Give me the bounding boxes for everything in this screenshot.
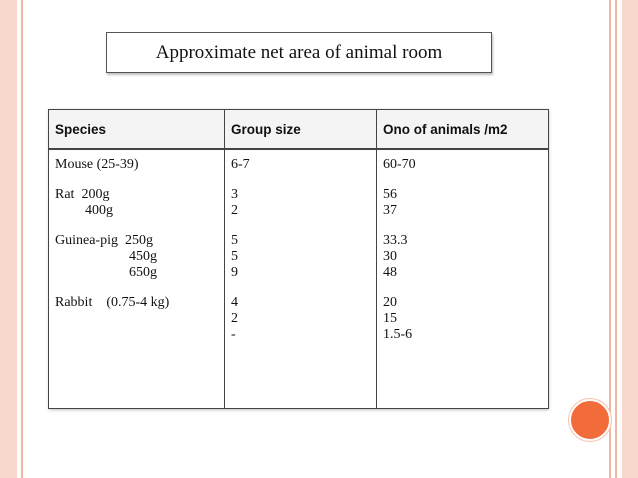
species-cell bbox=[49, 149, 225, 409]
line-gap bbox=[55, 219, 218, 233]
cell-line: 650g bbox=[129, 265, 157, 280]
header-species: Species bbox=[49, 110, 225, 150]
cell-line: 60-70 bbox=[383, 157, 416, 172]
cell-line: 20 bbox=[383, 295, 397, 310]
left-decorative-bar bbox=[0, 0, 17, 478]
slide-title: Approximate net area of animal room bbox=[106, 32, 492, 73]
cell-line: 6-7 bbox=[231, 157, 250, 172]
header-animals-per-m2: Ono of animals /m2 bbox=[377, 110, 549, 150]
table-row bbox=[49, 149, 549, 409]
cell-line: 5 bbox=[231, 249, 238, 264]
line-gap bbox=[55, 173, 218, 187]
line-gap bbox=[231, 281, 370, 295]
line-gap bbox=[383, 219, 542, 233]
cell-line: 2 bbox=[231, 203, 238, 218]
cell-line: 5 bbox=[231, 233, 238, 248]
cell-line: 37 bbox=[383, 203, 397, 218]
cell-line: Rat 200g bbox=[55, 187, 110, 202]
cell-line: 400g bbox=[85, 203, 113, 218]
cell-line: Rabbit (0.75-4 kg) bbox=[55, 295, 170, 310]
line-gap bbox=[231, 173, 370, 187]
animal-area-table bbox=[48, 109, 548, 409]
line-gap bbox=[231, 219, 370, 233]
animals-per-m2-cell bbox=[377, 149, 549, 409]
line-gap bbox=[383, 173, 542, 187]
header-group-size: Group size bbox=[225, 110, 377, 150]
cell-line: - bbox=[231, 327, 236, 342]
cell-line: 2 bbox=[231, 311, 238, 326]
left-decorative-line bbox=[21, 0, 23, 478]
cell-line: 3 bbox=[231, 187, 238, 202]
cell-line: 450g bbox=[129, 249, 157, 264]
cell-line: 4 bbox=[231, 295, 238, 310]
right-decorative-bar bbox=[622, 0, 638, 478]
cell-line: 30 bbox=[383, 249, 397, 264]
decorative-orange-circle bbox=[569, 399, 611, 441]
cell-line: 9 bbox=[231, 265, 238, 280]
data-table bbox=[48, 109, 549, 409]
cell-line: 1.5-6 bbox=[383, 327, 413, 342]
cell-line: 56 bbox=[383, 187, 397, 202]
line-gap bbox=[55, 281, 218, 295]
cell-line: Mouse (25-39) bbox=[55, 157, 139, 172]
right-decorative-line bbox=[609, 0, 611, 478]
cell-line: 33.3 bbox=[383, 233, 408, 248]
cell-line: Guinea-pig 250g bbox=[55, 233, 153, 248]
right-decorative-line bbox=[615, 0, 617, 478]
cell-line: 48 bbox=[383, 265, 397, 280]
line-gap bbox=[383, 281, 542, 295]
group-size-cell bbox=[225, 149, 377, 409]
table-header-row bbox=[49, 110, 549, 150]
cell-line: 15 bbox=[383, 311, 397, 326]
